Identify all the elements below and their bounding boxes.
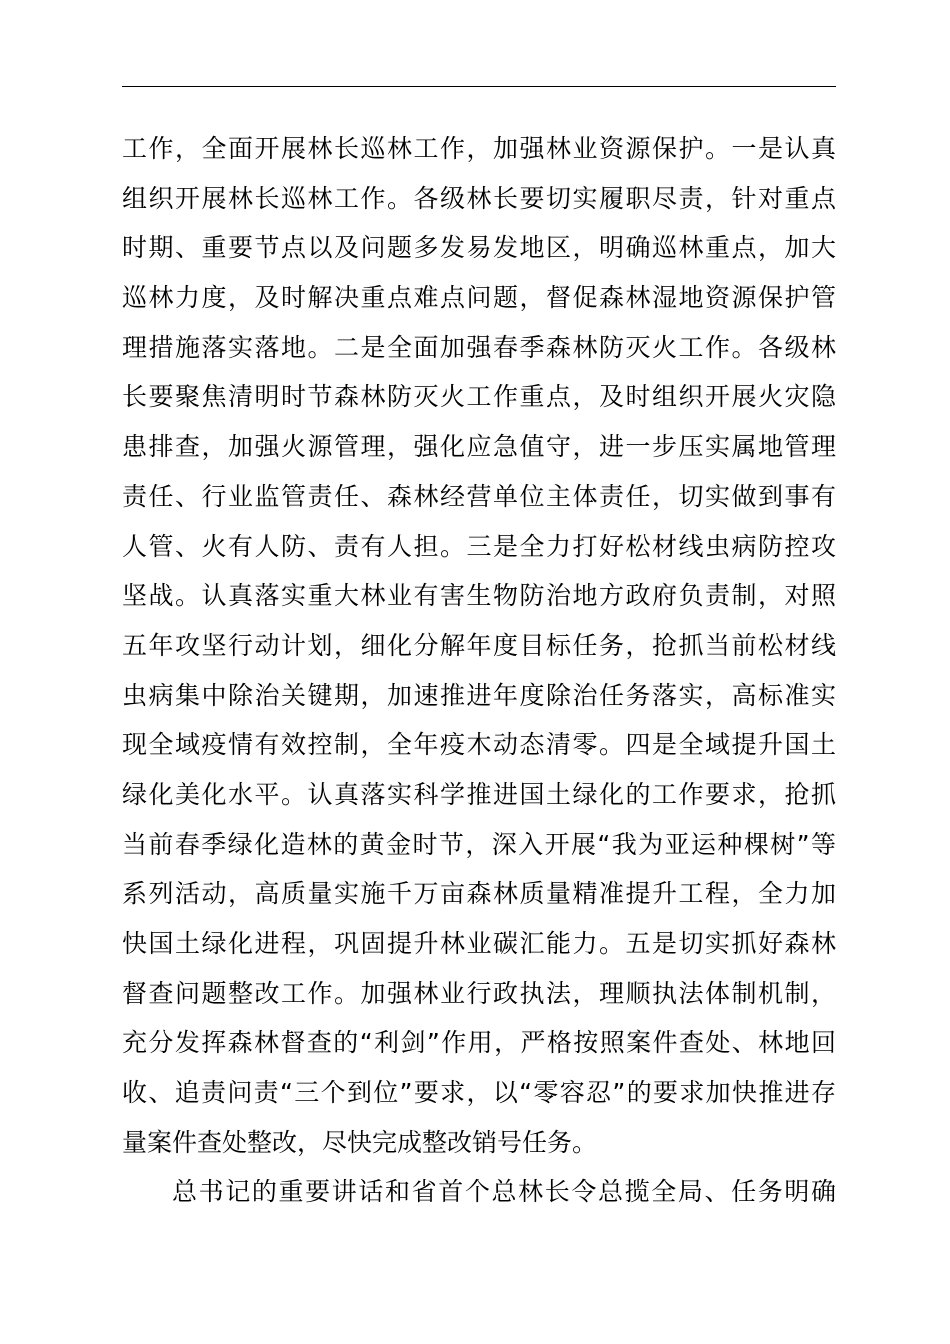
text-line: 坚战。认真落实重大林业有害生物防治地方政府负责制，对照 <box>122 581 836 611</box>
text-line: 绿化美化水平。认真落实科学推进国土绿化的工作要求，抢抓 <box>122 779 836 809</box>
text-line: 巡林力度，及时解决重点难点问题，督促森林湿地资源保护管 <box>122 283 836 313</box>
text-line: 充分发挥森林督查的“利剑”作用，严格按照案件查处、林地回 <box>122 1028 836 1058</box>
header-rule <box>122 86 836 87</box>
text-line: 组织开展林长巡林工作。各级林长要切实履职尽责，针对重点 <box>122 183 836 213</box>
text-line: 患排查，加强火源管理，强化应急值守，进一步压实属地管理 <box>122 432 836 462</box>
document-body <box>122 124 836 1217</box>
text-line: 长要聚焦清明时节森林防灭火工作重点，及时组织开展火灾隐 <box>122 382 836 412</box>
text-line-last: 量案件查处整改，尽快完成整改销号任务。 <box>122 1127 598 1157</box>
text-line: 责任、行业监管责任、森林经营单位主体责任，切实做到事有 <box>122 481 836 511</box>
paragraph-2 <box>122 1167 836 1217</box>
text-line: 快国土绿化进程，巩固提升林业碳汇能力。五是切实抓好森林 <box>122 929 836 958</box>
text-line: 工作，全面开展林长巡林工作，加强林业资源保护。一是认真 <box>122 134 836 163</box>
text-line: 系列活动，高质量实施千万亩森林质量精准提升工程，全力加 <box>122 879 836 909</box>
paragraph-1 <box>122 124 836 1167</box>
text-line: 时期、重要节点以及问题多发易发地区，明确巡林重点，加大 <box>122 233 836 263</box>
text-line: 当前春季绿化造林的黄金时节，深入开展“我为亚运种棵树”等 <box>122 829 836 859</box>
text-line: 人管、火有人防、责有人担。三是全力打好松材线虫病防控攻 <box>122 531 836 561</box>
text-line: 虫病集中除治关键期，加速推进年度除治任务落实，高标准实 <box>122 680 836 710</box>
text-line: 五年攻坚行动计划，细化分解年度目标任务，抢抓当前松材线 <box>122 630 836 660</box>
text-line-indented: 总书记的重要讲话和省首个总林长令总揽全局、任务明确 <box>172 1177 836 1207</box>
text-line: 理措施落实落地。二是全面加强春季森林防灭火工作。各级林 <box>122 332 836 362</box>
text-line: 收、追责问责“三个到位”要求，以“零容忍”的要求加快推进存 <box>122 1078 836 1108</box>
text-line: 现全域疫情有效控制，全年疫木动态清零。四是全域提升国土 <box>122 730 836 760</box>
text-line: 督查问题整改工作。加强林业行政执法，理顺执法体制机制， <box>122 978 836 1008</box>
